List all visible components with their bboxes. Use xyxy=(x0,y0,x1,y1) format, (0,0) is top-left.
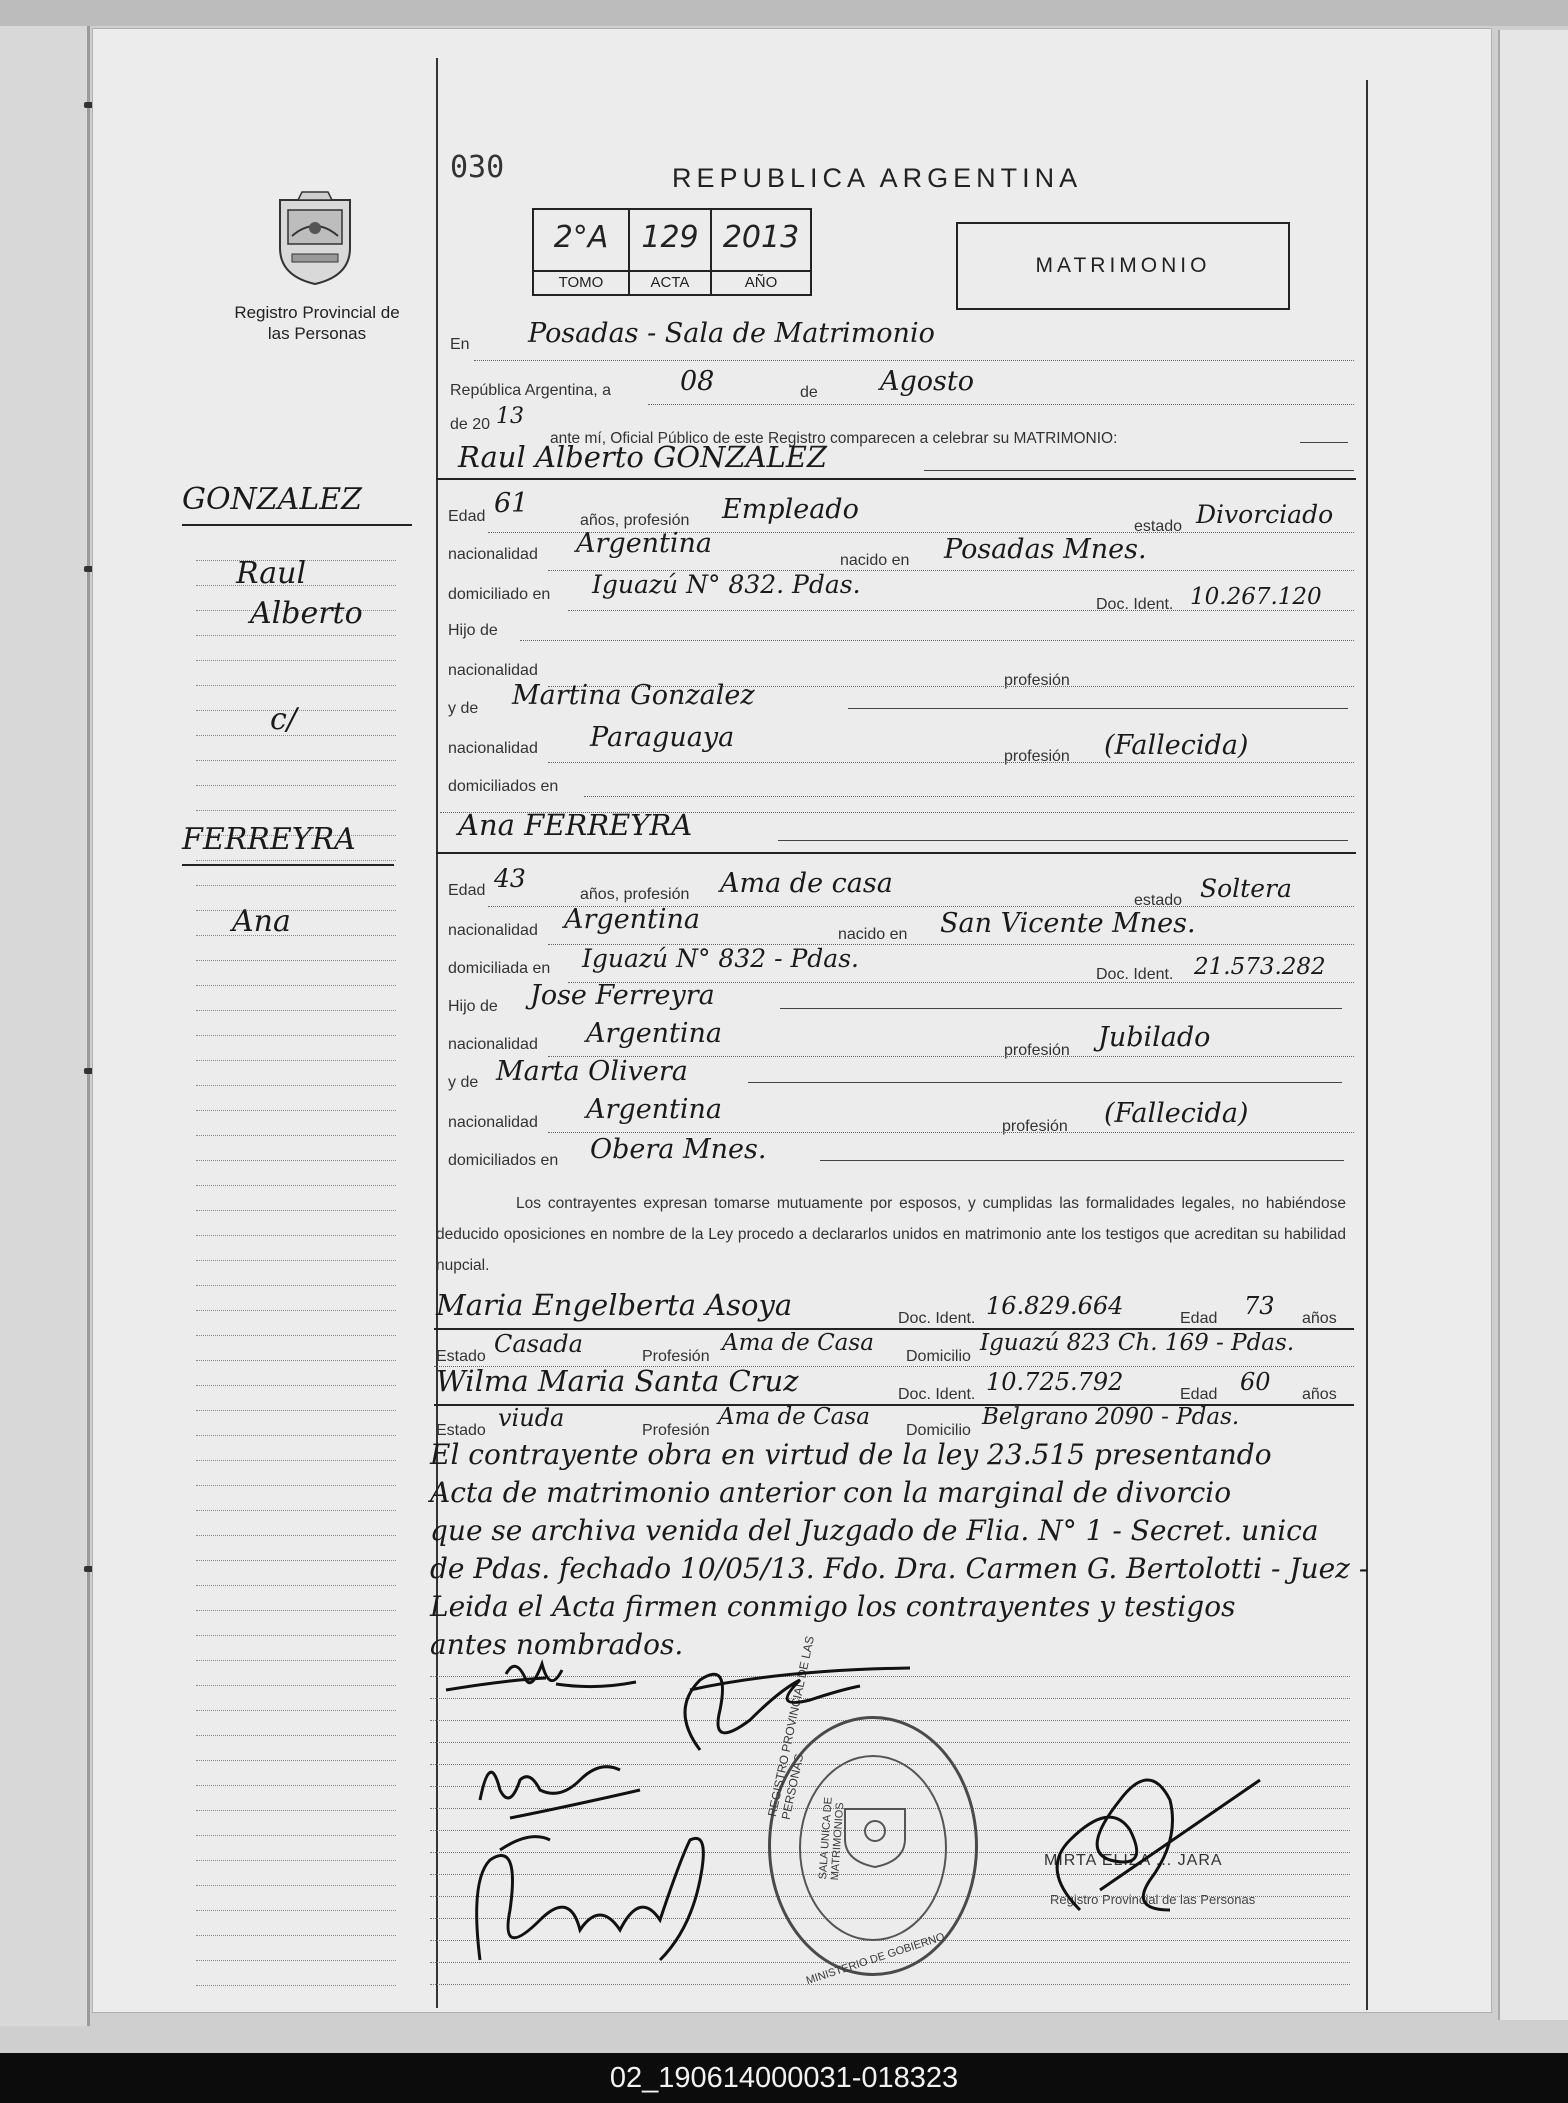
margin-divider xyxy=(436,58,438,2008)
note-line-4: de Pdas. fechado 10/05/13. Fdo. Dra. Carmen G. Bertolotti - Juez - xyxy=(430,1552,1369,1585)
bride-civil-state: Soltera xyxy=(1200,874,1292,903)
margin-underline xyxy=(182,524,412,526)
bride-mother: Marta Olivera xyxy=(496,1056,688,1087)
top-strip xyxy=(0,0,1568,26)
bride-dom-label: domiciliada en xyxy=(448,960,551,977)
margin-rule-line xyxy=(196,885,396,886)
witness-2-state: viuda xyxy=(498,1404,565,1432)
groom-nat-label: nacionalidad xyxy=(448,546,538,563)
bride-doc-label: Doc. Ident. xyxy=(1096,966,1174,983)
appearance-sentence: ante mí, Oficial Público de este Registro comparecen a celebrar su MATRIMONIO: xyxy=(550,430,1118,447)
seal-outer-text: REGISTRO PROVINCIAL DE LAS PERSONAS xyxy=(765,1634,818,1821)
month-value: Agosto xyxy=(880,366,974,397)
note-line-1: El contrayente obra en virtud de la ley 23.515 presentando xyxy=(430,1438,1272,1471)
groom-domicile: Iguazú N° 832. Pdas. xyxy=(592,570,861,599)
groom-doc-label: Doc. Ident. xyxy=(1096,596,1174,613)
groom-mother-label: y de xyxy=(448,700,479,717)
groom-doc-number: 10.267.120 xyxy=(1190,584,1322,610)
note-line-6: antes nombrados. xyxy=(430,1628,684,1661)
margin-rule-line xyxy=(196,1510,396,1511)
margin-rule-line xyxy=(196,1010,396,1011)
bride-doc-number: 21.573.282 xyxy=(1194,954,1326,980)
bride-father-nat-label: nacionalidad xyxy=(448,1036,538,1053)
margin-underline xyxy=(182,864,394,866)
line xyxy=(584,796,1354,797)
year-prefix: de 20 xyxy=(450,416,491,433)
groom-father-prof-label: profesión xyxy=(1004,672,1070,689)
margin-rule-line xyxy=(196,1410,396,1411)
year-label: AÑO xyxy=(712,270,810,294)
groom-dom-label: domiciliado en xyxy=(448,586,551,603)
margin-rule-line xyxy=(196,1235,396,1236)
margin-rule-line xyxy=(196,935,396,936)
margin-rule-line xyxy=(196,1960,396,1961)
margin-rule-line xyxy=(196,1885,396,1886)
declaration-paragraph: Los contrayentes expresan tomarse mutuamente por esposos, y cumplidas las formalidades legales, no habiéndose deducido oposiciones en nombre de la Ley procedo a declararlos unidos en matrimonio ante los testigos que acreditan su habilidad nupcial. xyxy=(436,1195,1346,1274)
tomo-box xyxy=(532,208,630,296)
note-line-5: Leida el Acta firmen conmigo los contrayentes y testigos xyxy=(430,1590,1236,1623)
page-edge xyxy=(1498,30,1568,2020)
witness-1-domicile: Iguazú 823 Ch. 169 - Pdas. xyxy=(980,1330,1295,1356)
year-box xyxy=(710,208,812,296)
line xyxy=(520,640,1354,641)
groom-civil-state: Divorciado xyxy=(1196,500,1334,529)
bride-father: Jose Ferreyra xyxy=(530,980,715,1011)
registry-label: Registro Provincial de las Personas xyxy=(234,303,400,343)
margin-rule-line xyxy=(196,1660,396,1661)
margin-rule-line xyxy=(196,860,396,861)
section-divider xyxy=(436,478,1356,480)
groom-mother-nat-label: nacionalidad xyxy=(448,740,538,757)
margin-rule-line xyxy=(196,1985,396,1986)
bride-father-nat: Argentina xyxy=(586,1018,723,1049)
bride-father-prof-label: profesión xyxy=(1004,1042,1070,1059)
signature-bride xyxy=(660,1650,920,1760)
margin-rule-line xyxy=(196,1635,396,1636)
seal-emblem-icon xyxy=(835,1799,915,1869)
line xyxy=(780,1008,1342,1009)
line xyxy=(548,762,1354,763)
line xyxy=(568,610,1354,611)
margin-rule-line xyxy=(196,1760,396,1761)
line xyxy=(778,840,1348,841)
day-value: 08 xyxy=(680,366,715,397)
country-title: REPUBLICA ARGENTINA xyxy=(672,163,1083,193)
witness-2-profession: Ama de Casa xyxy=(718,1404,870,1430)
bride-age-label: Edad xyxy=(448,882,486,899)
groom-birthplace: Posadas Mnes. xyxy=(944,534,1147,565)
bride-mother-nat: Argentina xyxy=(586,1094,723,1125)
margin-rule-line xyxy=(196,1135,396,1136)
margin-rule-line xyxy=(196,1185,396,1186)
groom-mother-prof: (Fallecida) xyxy=(1104,730,1249,761)
margin-rule-line xyxy=(196,810,396,811)
margin-rule-line xyxy=(196,1085,396,1086)
groom-age-label: Edad xyxy=(448,508,486,525)
month-label: de xyxy=(800,384,818,401)
seal-inner-text: SALA UNICA DE MATRIMONIOS xyxy=(817,1796,847,1881)
place-value: Posadas - Sala de Matrimonio xyxy=(528,318,935,349)
margin-rule-line xyxy=(196,1160,396,1161)
margin-rule-line xyxy=(196,635,396,636)
groom-age: 61 xyxy=(494,488,529,519)
bride-nat-label: nacionalidad xyxy=(448,922,538,939)
signature-witness-2 xyxy=(460,1820,740,1970)
bride-nationality: Argentina xyxy=(564,904,701,935)
acta-value: 129 xyxy=(641,220,699,255)
groom-born-label: nacido en xyxy=(840,552,910,569)
image-id-caption: 02_190614000031-018323 xyxy=(0,2053,1568,2103)
bride-mother-prof: (Fallecida) xyxy=(1104,1098,1249,1129)
margin-rule-line xyxy=(196,1810,396,1811)
witness-2-prof-label: Profesión xyxy=(642,1422,710,1439)
margin-rule-line xyxy=(196,1335,396,1336)
margin-rule-line xyxy=(196,1935,396,1936)
margin-rule-line xyxy=(196,1035,396,1036)
bride-prof-label: años, profesión xyxy=(580,886,690,903)
margin-rule-line xyxy=(196,985,396,986)
line xyxy=(648,404,1354,405)
year-suffix-value: 13 xyxy=(496,404,524,429)
margin-rule-line xyxy=(196,1560,396,1561)
margin-rule-line xyxy=(196,1435,396,1436)
witness-2-dom-label: Domicilio xyxy=(906,1422,971,1439)
margin-rule-line xyxy=(196,910,396,911)
bride-mother-prof-label: profesión xyxy=(1002,1118,1068,1135)
margin-rule-line xyxy=(196,760,396,761)
bride-mother-nat-label: nacionalidad xyxy=(448,1114,538,1131)
bride-state-label: estado xyxy=(1134,892,1183,909)
margin-rule-line xyxy=(196,1360,396,1361)
official-title: Registro Provincial de las Personas xyxy=(1050,1892,1256,1907)
line xyxy=(820,1160,1344,1161)
witness-1-state-label: Estado xyxy=(436,1348,486,1365)
margin-rule-line xyxy=(196,1310,396,1311)
margin-rule-line xyxy=(196,1585,396,1586)
groom-father-nat-label: nacionalidad xyxy=(448,662,538,679)
margin-rule-line xyxy=(196,960,396,961)
witness-2-doc-label: Doc. Ident. xyxy=(898,1386,976,1403)
margin-rule-line xyxy=(196,1210,396,1211)
witness-2-domicile: Belgrano 2090 - Pdas. xyxy=(982,1404,1240,1430)
margin-given-bride: Ana xyxy=(232,904,291,939)
margin-rule-line xyxy=(196,1685,396,1686)
note-line-3: que se archiva venida del Juzgado de Flia. N° 1 - Secret. unica xyxy=(430,1514,1319,1547)
groom-parents-dom-label: domiciliados en xyxy=(448,778,559,795)
country-label: República Argentina, a xyxy=(450,382,611,399)
margin-rule-line xyxy=(196,1610,396,1611)
groom-state-label: estado xyxy=(1134,518,1183,535)
tomo-value: 2°A xyxy=(553,220,609,255)
bride-mother-label: y de xyxy=(448,1074,479,1091)
line xyxy=(748,1082,1342,1083)
bride-birthplace: San Vicente Mnes. xyxy=(940,908,1196,939)
margin-rule-line xyxy=(196,1485,396,1486)
witness-1-age: 73 xyxy=(1244,1292,1275,1320)
place-label: En xyxy=(450,336,470,353)
bride-profession: Ama de casa xyxy=(720,868,893,899)
bride-full-name: Ana FERREYRA xyxy=(458,808,693,842)
groom-mother-prof-label: profesión xyxy=(1004,748,1070,765)
witness-2-age: 60 xyxy=(1240,1368,1271,1396)
signature-official xyxy=(1040,1760,1270,1930)
witness-1-doc-label: Doc. Ident. xyxy=(898,1310,976,1327)
bride-domicile: Iguazú N° 832 - Pdas. xyxy=(582,944,859,973)
bride-father-label: Hijo de xyxy=(448,998,498,1015)
witness-1-age-unit: años xyxy=(1302,1310,1337,1327)
margin-rule-line xyxy=(196,1785,396,1786)
margin-rule-line xyxy=(196,1910,396,1911)
year-value: 2013 xyxy=(722,220,800,255)
margin-rule-line xyxy=(196,1460,396,1461)
margin-rule-line xyxy=(196,1860,396,1861)
margin-rule-line xyxy=(196,1710,396,1711)
groom-father-label: Hijo de xyxy=(448,622,498,639)
groom-full-name: Raul Alberto GONZALEZ xyxy=(458,440,828,474)
witness-1-prof-label: Profesión xyxy=(642,1348,710,1365)
provincial-shield-icon xyxy=(272,186,358,286)
margin-rule-line xyxy=(196,660,396,661)
margin-rule-line xyxy=(196,1285,396,1286)
margin-rule-line xyxy=(196,1535,396,1536)
margin-rule-line xyxy=(196,685,396,686)
groom-mother: Martina Gonzalez xyxy=(512,680,755,711)
line xyxy=(548,1132,1354,1133)
acta-box xyxy=(628,208,712,296)
ruled-line xyxy=(430,1984,1350,1985)
groom-nationality: Argentina xyxy=(576,528,713,559)
margin-surname-bride: FERREYRA xyxy=(182,822,356,857)
margin-rule-line xyxy=(196,1835,396,1836)
record-type: MATRIMONIO xyxy=(956,222,1290,310)
line xyxy=(848,708,1348,709)
line xyxy=(1300,442,1348,443)
line xyxy=(474,360,1354,361)
margin-given-groom-1: Raul xyxy=(236,556,307,591)
line xyxy=(924,470,1354,471)
signature-groom xyxy=(446,1650,636,1710)
bride-father-prof: Jubilado xyxy=(1098,1022,1211,1053)
witness-1-doc: 16.829.664 xyxy=(986,1292,1124,1320)
margin-surname-groom: GONZALEZ xyxy=(182,482,362,517)
groom-profession: Empleado xyxy=(722,494,859,525)
margin-rule-line xyxy=(196,1385,396,1386)
groom-mother-nat: Paraguaya xyxy=(590,722,735,753)
margin-connector: c/ xyxy=(270,702,297,737)
margin-rule-line xyxy=(196,785,396,786)
margin-rule-line xyxy=(196,1110,396,1111)
witness-1-dom-label: Domicilio xyxy=(906,1348,971,1365)
acta-label: ACTA xyxy=(630,270,710,294)
witness-2-age-unit: años xyxy=(1302,1386,1337,1403)
seal-bottom-text: MINISTERIO DE GOBIERNO xyxy=(804,1930,947,1988)
witness-2-age-label: Edad xyxy=(1180,1386,1218,1403)
section-divider xyxy=(436,852,1356,854)
margin-rule-line xyxy=(196,1735,396,1736)
witness-1-age-label: Edad xyxy=(1180,1310,1218,1327)
bride-parents-dom-label: domiciliados en xyxy=(448,1152,559,1169)
bride-age: 43 xyxy=(494,864,526,893)
note-line-2: Acta de matrimonio anterior con la marginal de divorcio xyxy=(430,1476,1232,1509)
witness-2-state-label: Estado xyxy=(436,1422,486,1439)
signature-witness-1 xyxy=(470,1740,650,1820)
bride-parents-dom: Obera Mnes. xyxy=(590,1134,767,1165)
page-number: 030 xyxy=(450,150,505,185)
tomo-label: TOMO xyxy=(534,270,628,294)
book-binding xyxy=(0,26,90,2026)
official-name: MIRTA ELIZA ... JARA xyxy=(1044,1852,1223,1869)
right-divider xyxy=(1366,80,1368,2010)
witness-2-name: Wilma Maria Santa Cruz xyxy=(436,1364,799,1398)
margin-given-groom-2: Alberto xyxy=(250,596,363,631)
witness-1-state: Casada xyxy=(494,1330,583,1358)
witness-1-name: Maria Engelberta Asoya xyxy=(436,1288,793,1322)
witness-2-doc: 10.725.792 xyxy=(986,1368,1124,1396)
witness-1-profession: Ama de Casa xyxy=(722,1330,874,1356)
margin-rule-line xyxy=(196,1260,396,1261)
margin-rule-line xyxy=(196,1060,396,1061)
bride-born-label: nacido en xyxy=(838,926,908,943)
groom-prof-label: años, profesión xyxy=(580,512,690,529)
